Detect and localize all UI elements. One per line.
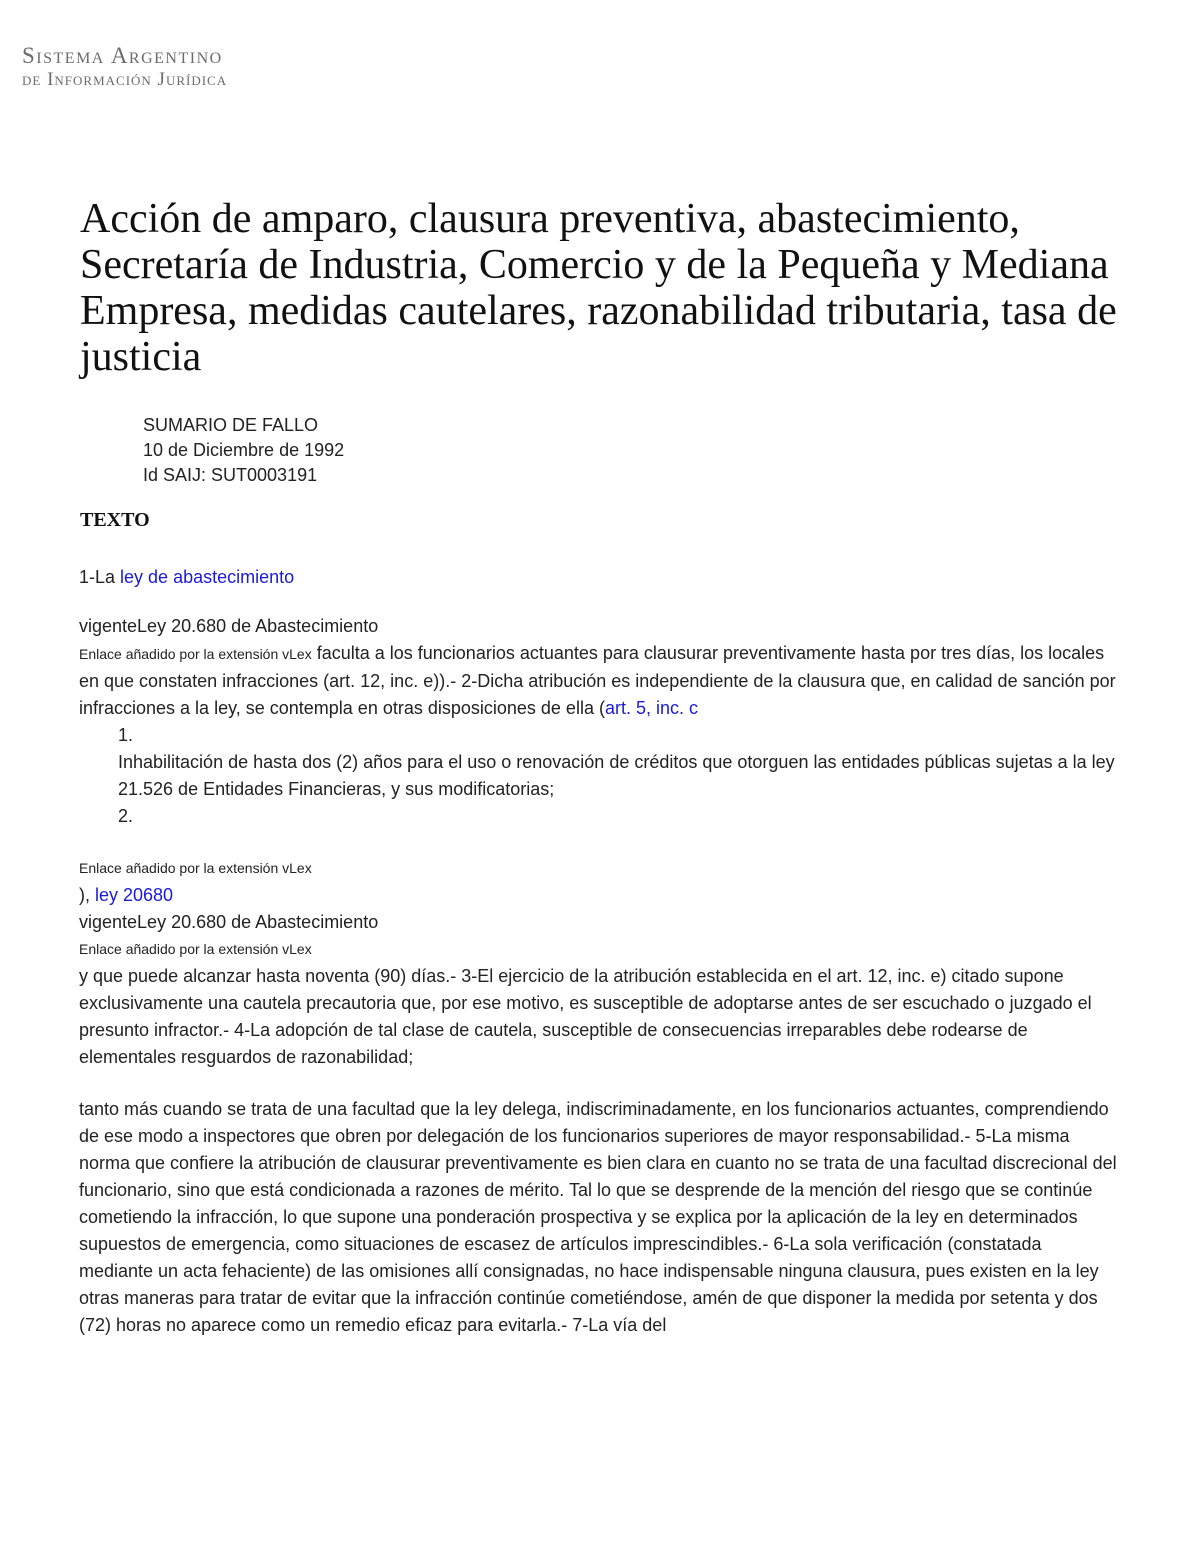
vlex-note-3: Enlace añadido por la extensión vLex [79,941,312,957]
paragraph-2-text: faculta a los funcionarios actuantes para clausurar preventivamente hasta por tres días, los locales en que constaten infracciones (art. 12, inc. e)).- 2-Dicha atribución es independiente de la clausura que, en calidad de sanción por infracciones a la ley, se contempla en otras disposiciones de ella ( [79,643,1116,718]
logo-line-2: de Información Jurídica [22,69,228,90]
saij-logo[interactable] [22,44,227,92]
section-heading: TEXTO [80,509,150,531]
paragraph-3 [79,882,1119,909]
document-title: Acción de amparo, clausura preventiva, abastecimiento, Secretaría de Industria, Comercio y de la Pequeña y Mediana Empresa, medidas cautelares, razonabilidad tributaria, tasa de justicia [80,196,1117,380]
law-reference-1: vigenteLey 20.680 de Abastecimiento [79,616,379,636]
law-reference-2: vigenteLey 20.680 de Abastecimiento [79,912,379,932]
list-item-2-number: 2. [118,806,134,826]
document-date: 10 de Diciembre de 1992 [143,440,345,460]
vlex-note-2: Enlace añadido por la extensión vLex [79,860,312,876]
ordered-list [79,722,1119,830]
ley-20680-link[interactable]: ley 20680 [95,885,174,905]
logo-line-1: Sistema Argentino [22,43,223,68]
art-5-link[interactable]: art. 5, inc. c [604,698,698,718]
list-item-1-text: Inhabilitación de hasta dos (2) años para el uso o renovación de créditos que otorguen las entidades públicas sujetas a la ley 21.526 de Entidades Financieras, y sus modificatorias; [118,752,1115,799]
list-item-1-number: 1. [118,725,134,745]
document-id: Id SAIJ: SUT0003191 [143,465,318,485]
document-type: SUMARIO DE FALLO [143,415,319,435]
vlex-note-1: Enlace añadido por la extensión vLex [79,646,312,662]
paragraph-3-prefix: ), [79,885,95,905]
paragraph-5: tanto más cuando se trata de una facultad que la ley delega, indiscriminadamente, en los funcionarios actuantes, comprendiendo de ese modo a inspectores que obren por delegación de los funcionarios superiores de mayor responsabilidad.- 5-La misma norma que confiere la atribución de clausurar preventivamente es bien clara en cuanto no se trata de una facultad discrecional del funcionario, sino que está condicionada a razones de mérito. Tal lo que se desprende de la mención del riesgo que se continúe cometiendo la infracción, lo que supone una ponderación prospectiva y se explica por la aplicación de la ley en determinados supuestos de emergencia, como situaciones de escasez de artículos imprescindibles.- 6-La sola verificación (constatada mediante un acta fehaciente) de las omisiones allí consignadas, no hace indispensable ninguna clausura, pues existen en la ley otras maneras para tratar de evitar que la infracción continúe cometiéndose, amén de que disponer la medida por setenta y dos (72) horas no aparece como un remedio eficaz para evitarla.- 7-La vía del [79,1099,1117,1335]
ley-abastecimiento-link[interactable]: ley de abastecimiento [120,567,295,587]
paragraph-2 [79,640,1119,722]
paragraph-1-prefix: 1-La [79,567,121,587]
paragraph-4: y que puede alcanzar hasta noventa (90) días.- 3-El ejercicio de la atribución establecida en el art. 12, inc. e) citado supone exclusivamente una cautela precautoria que, por ese motivo, es susceptible de adoptarse antes de ser escuchado o juzgado el presunto infractor.- 4-La adopción de tal clase de cautela, susceptible de consecuencias irreparables debe rodearse de elementales resguardos de razonabilidad; [79,966,1092,1067]
document-body [79,564,1119,1339]
document-meta [143,413,344,488]
paragraph-1 [79,564,1119,591]
